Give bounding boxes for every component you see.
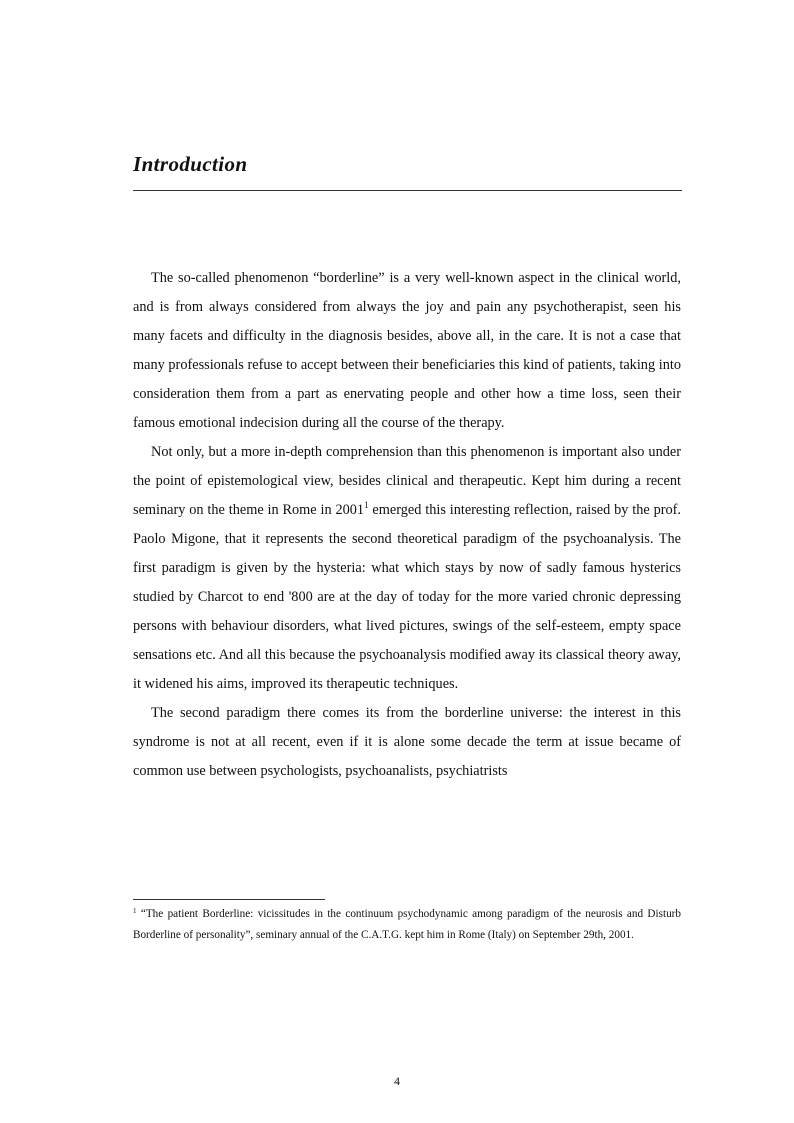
paragraph-2-text-before: Not only, but a more in-depth comprehension than this phenomenon is important also under the point of epistemological view, besides clinical and therapeutic. Kept him during a recent seminary on the theme in Rome in 2001 (133, 444, 681, 518)
footnote-divider (133, 899, 325, 900)
paragraph-2-text-after: emerged this interesting reflection, raised by the prof. Paolo Migone, that it represents the second theoretical paradigm of the psychoanalysis. The first paradigm is given by the hysteria: what which stays by now of sadly famous hysterics studied by Charcot to end '800 are at the day of today for the more varied chronic depressing persons with behaviour disorders, what lived pictures, swings of the self-esteem, empty space sensations etc. And all this because the psychoanalysis modified away its classical theory away, it widened his aims, improved its therapeutic techniques. (133, 502, 681, 692)
paragraph-3: The second paradigm there comes its from the borderline universe: the interest in this syndrome is not at all recent, even if it is alone some decade the term at issue became of common use between psychologists, psychoanalists, psychiatrists (133, 705, 681, 779)
page-number: 4 (394, 1074, 400, 1088)
footnote (133, 904, 681, 946)
paragraph-2 (133, 438, 681, 699)
footnote-text: “The patient Borderline: vicissitudes in the continuum psychodynamic among paradigm of the neurosis and Disturb Borderline of personality”, seminary annual of the C.A.T.G. kept him in Rome (Italy) on September 29th, 2001. (133, 908, 681, 941)
footnote-marker: 1 (133, 907, 137, 915)
paragraph-1: The so-called phenomenon “borderline” is a very well-known aspect in the clinical world, and is from always considered from always the joy and pain any psychotherapist, seen his many facets and difficulty in the diagnosis besides, above all, in the care. It is not a case that many professionals refuse to accept between their beneficiaries this kind of patients, taking into consideration them from a part as enervating people and other how a time loss, seen their famous emotional indecision during all the course of the therapy. (133, 270, 681, 431)
footnote-reference[interactable]: 1 (364, 500, 369, 510)
title-divider (133, 190, 682, 191)
body-text (133, 264, 681, 786)
chapter-title: Introduction (133, 152, 248, 176)
